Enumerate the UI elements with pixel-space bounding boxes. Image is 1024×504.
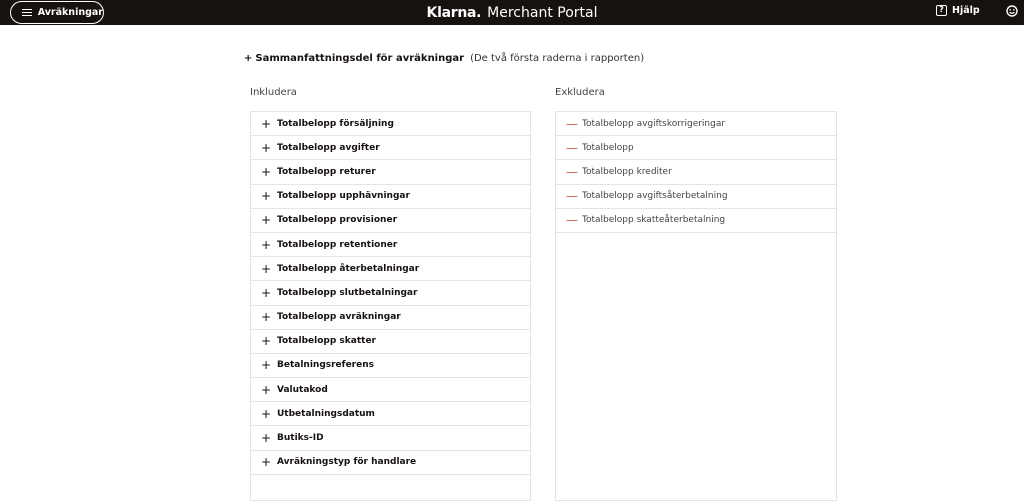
include-item-label: Totalbelopp skatter — [277, 336, 376, 347]
klarna-logo: Klarna. — [426, 4, 482, 21]
exclude-column-title: Exkludera — [555, 87, 605, 98]
minus-icon: — — [566, 189, 578, 204]
summary-section-label: Sammanfattningsdel för avräkningar — [255, 53, 465, 64]
plus-icon: + — [261, 261, 272, 276]
smiley-icon[interactable] — [1006, 5, 1018, 17]
exclude-item-label: Totalbelopp skatteåterbetalning — [582, 215, 726, 226]
plus-icon: + — [261, 455, 272, 470]
include-item-label: Butiks-ID — [277, 433, 324, 444]
include-list-item[interactable] — [251, 160, 530, 184]
plus-icon: + — [261, 237, 272, 252]
include-list-item[interactable] — [251, 112, 530, 136]
plus-icon: + — [261, 189, 272, 204]
plus-icon: + — [261, 406, 272, 421]
brand — [0, 0, 1024, 25]
exclude-list-item[interactable] — [556, 136, 836, 160]
include-list-item[interactable] — [251, 185, 530, 209]
include-list-item[interactable] — [251, 136, 530, 160]
include-item-label: Betalningsreferens — [277, 360, 374, 371]
exclude-list-item[interactable] — [556, 209, 836, 233]
include-item-label: Totalbelopp slutbetalningar — [277, 287, 418, 298]
plus-icon: + — [261, 382, 272, 397]
exclude-item-label: Totalbelopp avgiftskorrigeringar — [582, 118, 726, 129]
include-item-label: Avräkningstyp för handlare — [277, 457, 417, 468]
include-list-item[interactable] — [251, 402, 530, 426]
top-bar — [0, 0, 1024, 25]
exclude-list — [555, 111, 837, 501]
exclude-item-label: Totalbelopp avgiftsåterbetalning — [582, 191, 728, 202]
exclude-item-label: Totalbelopp krediter — [582, 166, 672, 177]
include-list-item[interactable] — [251, 281, 530, 305]
include-list-item[interactable] — [251, 378, 530, 402]
include-list-item[interactable] — [251, 451, 530, 475]
settlements-menu-button[interactable] — [10, 1, 104, 24]
minus-icon: — — [566, 140, 578, 155]
include-list-item[interactable] — [251, 257, 530, 281]
exclude-list-item[interactable] — [556, 185, 836, 209]
minus-icon: — — [566, 213, 578, 228]
menu-button-label: Avräkningar — [37, 7, 103, 18]
include-item-label: Totalbelopp upphävningar — [277, 191, 410, 202]
include-list-item[interactable] — [251, 330, 530, 354]
plus-icon: + — [261, 334, 272, 349]
plus-icon: + — [261, 358, 272, 373]
help-label: Hjälp — [952, 5, 980, 16]
help-button[interactable] — [936, 5, 980, 16]
help-icon: ? — [936, 5, 947, 16]
include-item-label: Utbetalningsdatum — [277, 408, 375, 419]
include-item-label: Valutakod — [277, 384, 328, 395]
minus-icon: — — [566, 164, 578, 179]
include-column-title: Inkludera — [250, 87, 297, 98]
summary-section-hint: (De två första raderna i rapporten) — [470, 53, 645, 64]
summary-section-toggle[interactable] — [244, 53, 644, 64]
plus-icon: + — [261, 213, 272, 228]
include-item-label: Totalbelopp avgifter — [277, 142, 380, 153]
include-list-item[interactable] — [251, 426, 530, 450]
hamburger-icon — [22, 9, 32, 17]
include-item-label: Totalbelopp avräkningar — [277, 312, 401, 323]
portal-title: Merchant Portal — [487, 4, 598, 21]
include-item-label: Totalbelopp försäljning — [277, 118, 394, 129]
include-list-item[interactable] — [251, 209, 530, 233]
include-list — [250, 111, 531, 501]
include-item-label: Totalbelopp provisioner — [277, 215, 398, 226]
exclude-list-item[interactable] — [556, 160, 836, 184]
plus-icon: + — [261, 116, 272, 131]
include-list-item[interactable] — [251, 233, 530, 257]
exclude-list-item[interactable] — [556, 112, 836, 136]
include-item-label: Totalbelopp returer — [277, 166, 376, 177]
include-list-item[interactable] — [251, 306, 530, 330]
plus-icon: + — [261, 164, 272, 179]
plus-icon: + — [261, 140, 272, 155]
exclude-item-label: Totalbelopp — [582, 142, 634, 153]
expand-icon: + — [244, 53, 253, 64]
include-item-label: Totalbelopp återbetalningar — [277, 263, 420, 274]
include-item-label: Totalbelopp retentioner — [277, 239, 398, 250]
plus-icon: + — [261, 310, 272, 325]
include-list-item[interactable] — [251, 354, 530, 378]
plus-icon: + — [261, 431, 272, 446]
plus-icon: + — [261, 285, 272, 300]
minus-icon: — — [566, 116, 578, 131]
